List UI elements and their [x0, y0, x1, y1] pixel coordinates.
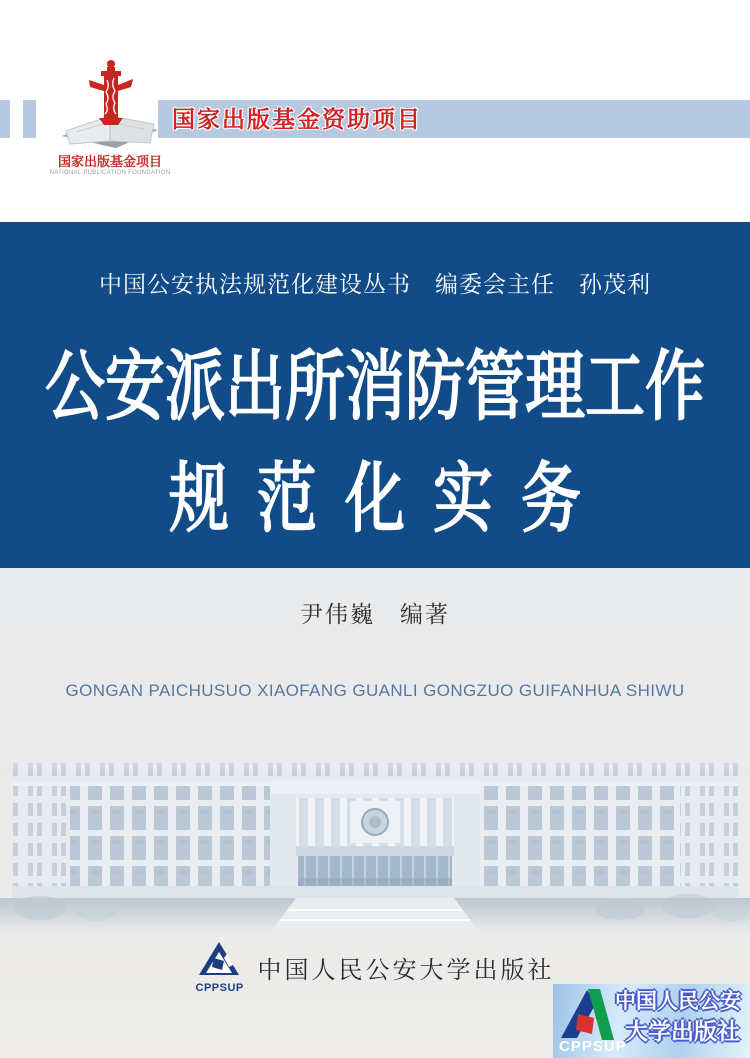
book-title-line1: 公安派出所消防管理工作 [45, 342, 705, 433]
author-line: 尹伟巍 编著 [300, 601, 450, 627]
npf-logo [44, 58, 176, 176]
publisher-abbr: CPPSUP [195, 982, 244, 994]
series-line: 中国公安执法规范化建设丛书 编委会主任 孙茂利 [99, 271, 651, 297]
publisher-name: 中国人民公安大学出版社 [257, 955, 555, 984]
corner-logo-box [553, 984, 750, 1058]
building-photo [0, 740, 750, 955]
band-left-square-1 [0, 100, 10, 138]
publisher-logo [196, 940, 242, 994]
corner-abbr: CPPSUP [559, 1038, 627, 1055]
corner-name-line2: 大学出版社 [625, 1018, 740, 1045]
corner-publisher-name [615, 989, 741, 1046]
corner-name-line1: 中国人民公安 [615, 990, 741, 1013]
band-left-square-2 [23, 100, 36, 138]
npf-subtitle: NATIONAL PUBLICATION FOUNDATION [49, 170, 171, 176]
book-title-line2: 规范化实务 [169, 454, 609, 545]
huabiao-book-icon [44, 58, 176, 150]
title-band [0, 222, 750, 568]
fund-badge-text: 国家出版基金资助项目 [172, 106, 422, 132]
cppsup-triangle-icon [197, 940, 241, 978]
npf-title: 国家出版基金项目 [57, 154, 162, 169]
title-pinyin: GONGAN PAICHUSUO XIAOFANG GUANLI GONGZUO GUIFANHUA SHIWU [65, 681, 685, 700]
